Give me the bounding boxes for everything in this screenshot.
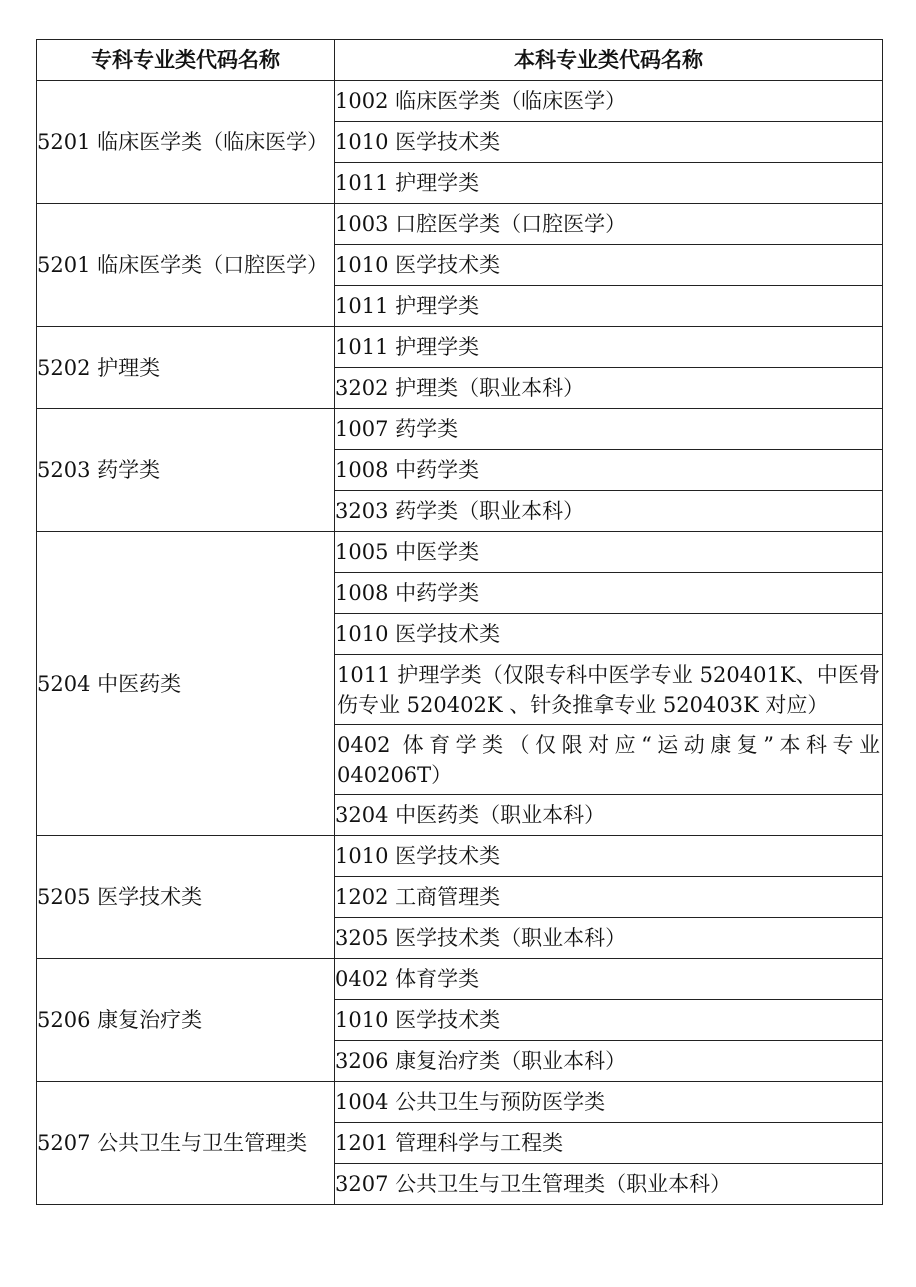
header-associate-major: 专科专业类代码名称 — [37, 40, 335, 81]
bachelor-major-cell: 3207 公共卫生与卫生管理类（职业本科） — [335, 1164, 883, 1205]
bachelor-major-cell: 1011 护理学类 — [335, 286, 883, 327]
associate-major-cell: 5204 中医药类 — [37, 532, 335, 836]
table-row — [37, 959, 883, 1000]
table-row — [37, 81, 883, 122]
bachelor-major-cell: 0402 体育学类 — [335, 959, 883, 1000]
bachelor-major-cell: 1002 临床医学类（临床医学） — [335, 81, 883, 122]
bachelor-major-cell: 1004 公共卫生与预防医学类 — [335, 1082, 883, 1123]
associate-major-cell: 5206 康复治疗类 — [37, 959, 335, 1082]
table-row — [37, 204, 883, 245]
bachelor-major-cell: 1010 医学技术类 — [335, 614, 883, 655]
associate-major-cell: 5201 临床医学类（口腔医学） — [37, 204, 335, 327]
bachelor-major-cell: 3203 药学类（职业本科） — [335, 491, 883, 532]
bachelor-major-cell: 1008 中药学类 — [335, 573, 883, 614]
bachelor-major-cell: 3205 医学技术类（职业本科） — [335, 918, 883, 959]
table-row — [37, 409, 883, 450]
bachelor-major-cell: 1010 医学技术类 — [335, 836, 883, 877]
bachelor-major-cell: 1011 护理学类（仅限专科中医学专业 520401K、中医骨伤专业 520402K 、针灸推拿专业 520403K 对应） — [335, 655, 883, 725]
table-row — [37, 836, 883, 877]
major-mapping-table — [36, 39, 883, 1205]
header-bachelor-major: 本科专业类代码名称 — [335, 40, 883, 81]
bachelor-major-cell: 3204 中医药类（职业本科） — [335, 795, 883, 836]
table-row — [37, 1082, 883, 1123]
associate-major-cell: 5205 医学技术类 — [37, 836, 335, 959]
bachelor-major-cell: 1003 口腔医学类（口腔医学） — [335, 204, 883, 245]
bachelor-major-cell: 3202 护理类（职业本科） — [335, 368, 883, 409]
bachelor-major-cell: 1011 护理学类 — [335, 327, 883, 368]
table-row — [37, 327, 883, 368]
table-row — [37, 532, 883, 573]
bachelor-major-cell: 1010 医学技术类 — [335, 245, 883, 286]
bachelor-major-cell: 1005 中医学类 — [335, 532, 883, 573]
bachelor-major-cell: 3206 康复治疗类（职业本科） — [335, 1041, 883, 1082]
table-header-row — [37, 40, 883, 81]
bachelor-major-cell: 1010 医学技术类 — [335, 1000, 883, 1041]
bachelor-major-cell: 1011 护理学类 — [335, 163, 883, 204]
bachelor-major-cell: 0402 体育学类（仅限对应“运动康复”本科专业 040206T） — [335, 725, 883, 795]
bachelor-major-cell: 1202 工商管理类 — [335, 877, 883, 918]
bachelor-major-cell: 1201 管理科学与工程类 — [335, 1123, 883, 1164]
bachelor-major-cell: 1008 中药学类 — [335, 450, 883, 491]
associate-major-cell: 5203 药学类 — [37, 409, 335, 532]
document-page — [36, 39, 882, 1205]
associate-major-cell: 5202 护理类 — [37, 327, 335, 409]
associate-major-cell: 5207 公共卫生与卫生管理类 — [37, 1082, 335, 1205]
bachelor-major-cell: 1010 医学技术类 — [335, 122, 883, 163]
associate-major-cell: 5201 临床医学类（临床医学） — [37, 81, 335, 204]
bachelor-major-cell: 1007 药学类 — [335, 409, 883, 450]
